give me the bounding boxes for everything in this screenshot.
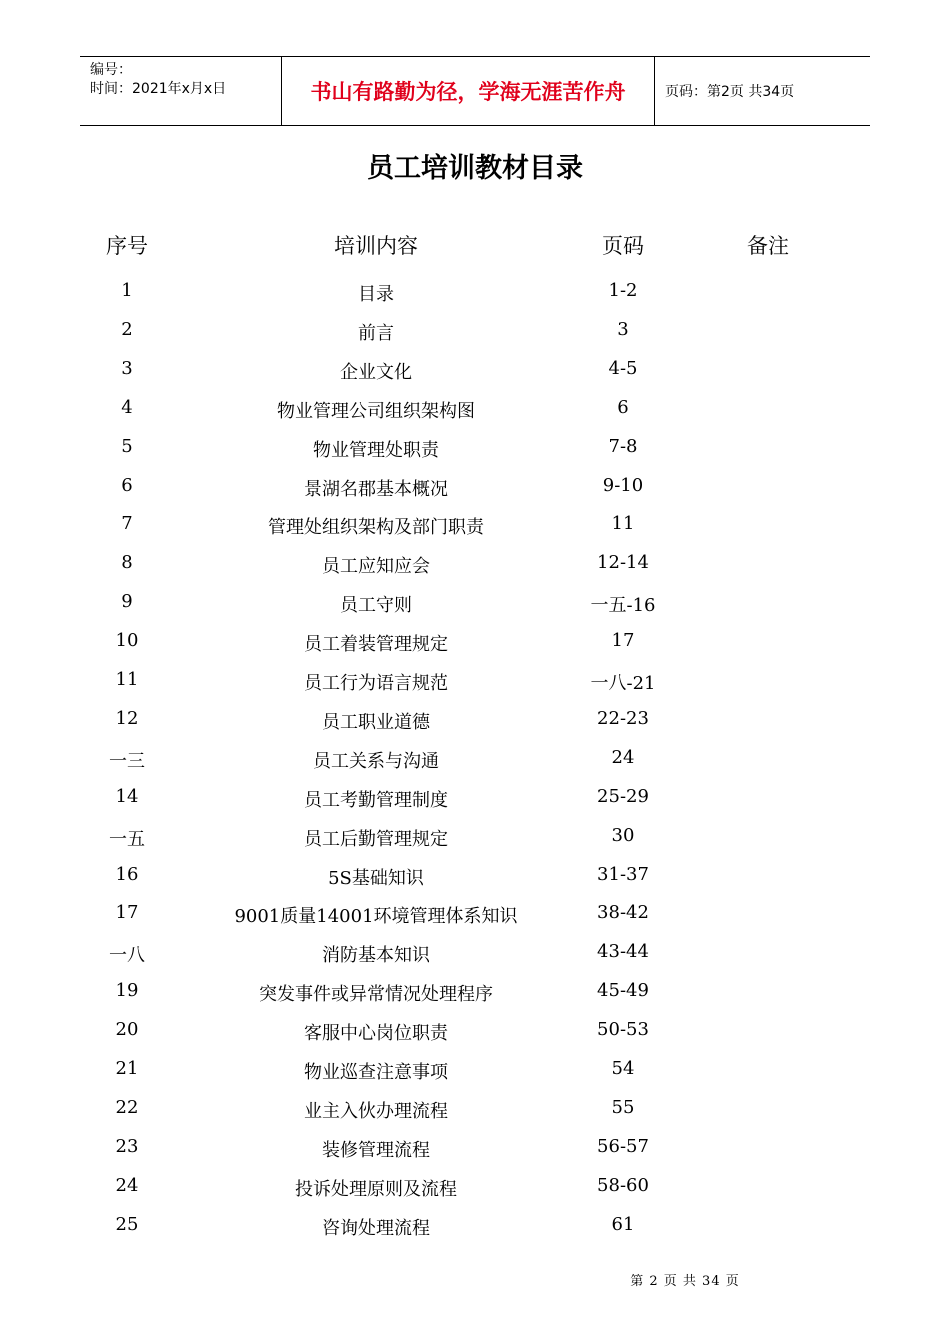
row-content: 9001质量14001环境管理体系知识 [234, 906, 518, 928]
table-row [0, 747, 950, 773]
row-number: 23 [115, 1135, 139, 1157]
row-page: 11 [611, 513, 635, 535]
row-number: 11 [115, 669, 139, 690]
table-row [0, 475, 950, 501]
row-page: 31-37 [597, 863, 649, 885]
header-meta [80, 57, 281, 125]
row-number: 5 [121, 435, 133, 457]
column-header-page: 页码 [602, 234, 644, 258]
row-content: 员工守则 [340, 595, 412, 617]
row-content: 装修管理流程 [322, 1139, 430, 1161]
row-number: 24 [115, 1174, 139, 1196]
header-page-info: 页码：第2页 共34页 [665, 84, 795, 100]
doc-time-label: 时间：2021年x月x日 [90, 81, 227, 97]
row-content: 目录 [358, 284, 394, 305]
row-content: 员工关系与沟通 [313, 750, 439, 772]
row-page: 17 [611, 630, 635, 652]
page-footer: 第 2 页 共 34 页 [630, 1274, 740, 1289]
row-content: 投诉处理原则及流程 [295, 1178, 457, 1200]
row-content: 咨询处理流程 [322, 1217, 430, 1239]
row-content: 管理处组织架构及部门职责 [268, 517, 484, 539]
row-page: 9-10 [602, 474, 644, 496]
row-page: 30 [611, 824, 635, 846]
table-row [0, 397, 950, 423]
row-content: 前言 [358, 322, 394, 344]
row-number: 8 [121, 552, 133, 574]
row-content: 5S基础知识 [328, 867, 424, 889]
row-content: 员工行为语言规范 [304, 673, 448, 694]
table-row [0, 825, 950, 851]
row-page: 4-5 [608, 357, 638, 379]
row-number: 3 [121, 357, 133, 379]
table-row [0, 630, 950, 656]
row-page: 45-49 [597, 980, 649, 1002]
row-page: 61 [611, 1213, 635, 1235]
doc-number-label: 编号： [90, 62, 132, 78]
row-content: 员工考勤管理制度 [304, 789, 448, 811]
row-page: 50-53 [597, 1019, 649, 1041]
page-header [80, 56, 870, 126]
row-page: 38-42 [597, 902, 649, 924]
row-number: 一八 [109, 945, 145, 967]
column-header-note: 备注 [747, 234, 789, 258]
row-content: 员工后勤管理规定 [304, 828, 448, 850]
column-header-no: 序号 [106, 234, 148, 258]
table-row [0, 902, 950, 928]
row-number: 21 [115, 1058, 139, 1079]
row-number: 14 [115, 785, 139, 807]
row-page: 24 [611, 746, 635, 768]
table-row [0, 1214, 950, 1240]
row-content: 物业巡查注意事项 [304, 1062, 448, 1083]
table-row [0, 708, 950, 734]
table-row [0, 1019, 950, 1045]
row-number: 6 [121, 474, 133, 496]
table-row [0, 941, 950, 967]
row-content: 景湖名郡基本概况 [304, 478, 448, 500]
row-page: 一八-21 [590, 673, 656, 694]
table-row [0, 280, 950, 306]
table-row [0, 436, 950, 462]
row-content: 员工应知应会 [322, 556, 430, 578]
column-header-content: 培训内容 [334, 234, 418, 258]
row-content: 突发事件或异常情况处理程序 [259, 984, 493, 1006]
row-content: 业主入伙办理流程 [304, 1100, 448, 1122]
table-row [0, 864, 950, 890]
table-row [0, 669, 950, 695]
table-row [0, 1136, 950, 1162]
row-content: 物业管理处职责 [313, 439, 439, 461]
row-number: 一三 [109, 750, 145, 772]
row-page: 3 [617, 318, 629, 340]
table-row [0, 591, 950, 617]
row-number: 2 [121, 318, 133, 340]
row-page: 6 [617, 396, 629, 418]
table-row [0, 1058, 950, 1084]
table-row [0, 552, 950, 578]
row-number: 一五 [109, 828, 145, 850]
row-page: 54 [611, 1058, 635, 1079]
row-number: 20 [115, 1019, 139, 1041]
row-content: 物业管理公司组织架构图 [277, 400, 475, 422]
row-page: 55 [611, 1096, 635, 1118]
row-number: 22 [115, 1096, 139, 1118]
table-row [0, 1097, 950, 1123]
table-row [0, 1175, 950, 1201]
row-content: 员工职业道德 [322, 711, 430, 733]
row-page: 一五-16 [590, 595, 656, 617]
row-number: 1 [121, 280, 133, 301]
row-number: 19 [115, 980, 139, 1002]
row-number: 7 [121, 513, 133, 535]
row-page: 56-57 [597, 1135, 649, 1157]
row-page: 58-60 [597, 1174, 649, 1196]
table-row [0, 786, 950, 812]
row-number: 12 [115, 707, 139, 729]
row-page: 1-2 [608, 280, 638, 301]
row-number: 25 [115, 1213, 139, 1235]
row-number: 4 [121, 396, 133, 418]
row-page: 12-14 [597, 552, 649, 574]
row-page: 43-44 [597, 941, 649, 963]
row-number: 16 [115, 863, 139, 885]
row-number: 9 [121, 591, 133, 613]
row-page: 25-29 [597, 785, 649, 807]
row-content: 消防基本知识 [322, 945, 430, 967]
table-row [0, 513, 950, 539]
row-page: 22-23 [597, 707, 649, 729]
table-row [0, 980, 950, 1006]
table-header [0, 230, 950, 260]
row-content: 员工着装管理规定 [304, 634, 448, 656]
row-content: 客服中心岗位职责 [304, 1023, 448, 1045]
table-row [0, 358, 950, 384]
page-title: 员工培训教材目录 [367, 153, 583, 184]
row-page: 7-8 [608, 435, 638, 457]
table-row [0, 319, 950, 345]
row-number: 10 [115, 630, 139, 652]
row-content: 企业文化 [340, 361, 412, 383]
header-slogan: 书山有路勤为径，学海无涯苦作舟 [281, 57, 655, 125]
row-number: 17 [115, 902, 139, 924]
